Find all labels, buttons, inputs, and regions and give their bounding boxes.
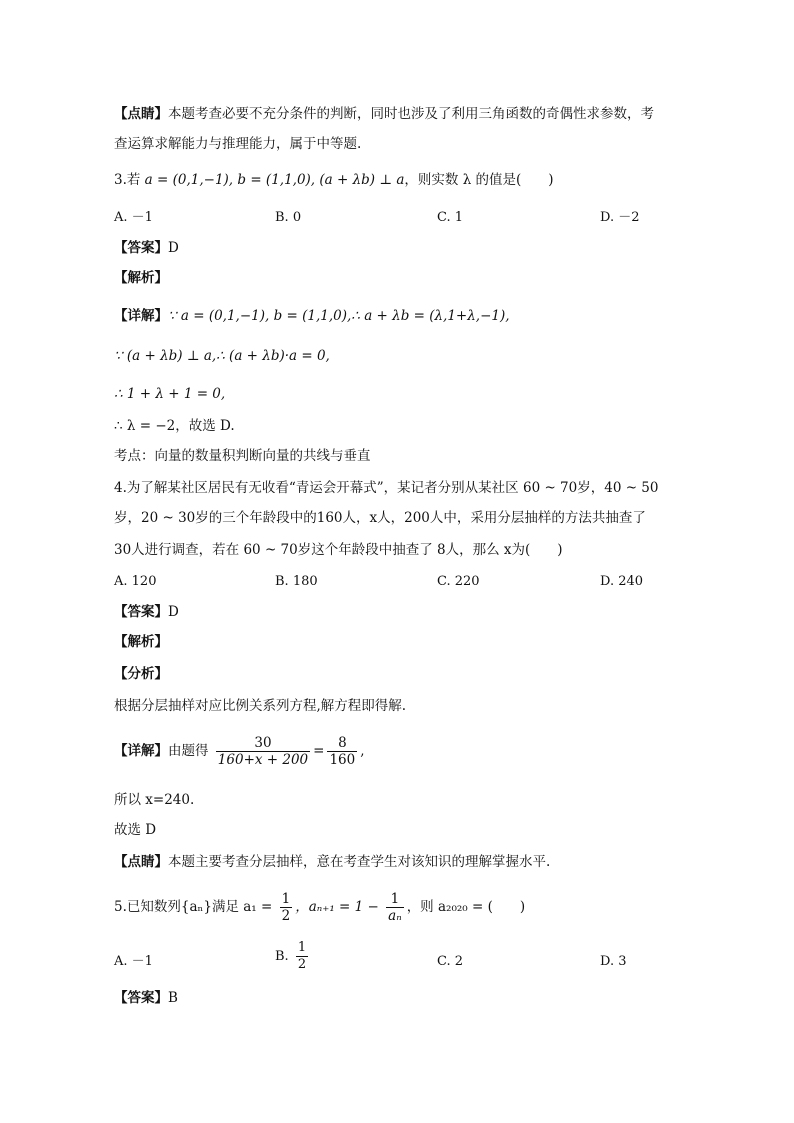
q3-detail-1: 【详解】∵ a = (0,1,−1), b = (1,1,0),∴ a + λb = (λ,1+λ,−1), xyxy=(114,308,510,324)
q5-option-b-fraction: $\frac{1}{2}$ xyxy=(297,940,307,972)
q5-fraction-an: $\frac{1}{\text{aₙ}}$ xyxy=(388,891,402,924)
q5-option-a: A. －1 xyxy=(114,954,153,969)
q3-stem-math: a = (0,1,−1), b = (1,1,0), (a + λb) ⊥ a xyxy=(144,172,405,188)
q3-option-b: B. 0 xyxy=(275,210,302,225)
q4-fraction-2: $\frac{8}{160}$ xyxy=(329,735,356,768)
q4-tip: 【点睛】本题主要考查分层抽样，意在考查学生对该知识的理解掌握水平. xyxy=(114,854,551,870)
q4-choose: 故选 D xyxy=(114,822,157,838)
q4-analysis-tag: 【解析】 xyxy=(114,634,168,650)
q3-analysis-tag: 【解析】 xyxy=(114,270,168,286)
q5-stem: 5.已知数列{aₙ}满足 a₁ = $\frac{1}{2}$ ，aₙ₊₁ = 1 − $\frac{1}{\text{aₙ}}$ ，则 a₂₀₂₀ = ( ) xyxy=(114,891,526,924)
q4-fraction-1: $\frac{30}{160+x + 200}$ xyxy=(217,735,309,768)
q3-option-c: C. 1 xyxy=(437,210,464,225)
q5-answer: 【答案】B xyxy=(114,990,178,1006)
q4-option-c: C. 220 xyxy=(437,574,480,589)
q3-detail-3: ∴ 1 + λ + 1 = 0, xyxy=(114,386,226,402)
tip-tag: 【点睛】 xyxy=(114,106,168,122)
q4-stem-3: 30人进行调查，若在 60 ~ 70岁这个年龄段中抽查了 8人，那么 x为( ) xyxy=(114,542,563,558)
q5-option-d: D. 3 xyxy=(600,954,627,969)
tip-line-1 xyxy=(114,104,654,124)
q4-stem-1: 4.为了解某社区居民有无收看“青运会开幕式”，某记者分别从某社区 60 ~ 70岁，40 ~ 50 xyxy=(114,480,659,496)
q3-option-a: A. －1 xyxy=(114,210,153,225)
q4-detail: 【详解】由题得 $\frac{30}{160+x + 200}$ = $\frac{8}{160}$ , xyxy=(114,735,365,768)
q4-answer: 【答案】D xyxy=(114,604,179,620)
q3-stem: 3.若 a = (0,1,−1), b = (1,1,0), (a + λb) ⊥ a，则实数 λ 的值是( ) xyxy=(114,172,554,188)
q4-fenxi-text: 根据分层抽样对应比例关系列方程,解方程即得解. xyxy=(114,698,407,714)
q4-option-b: B. 180 xyxy=(275,574,318,589)
tip-text: 本题考查必要不充分条件的判断，同时也涉及了利用三角函数的奇偶性求参数，考 xyxy=(168,106,654,122)
q3-detail-4: ∴ λ = −2，故选 D. xyxy=(114,418,235,434)
q4-stem-2: 岁，20 ~ 30岁的三个年龄段中的160人，x人，200人中，采用分层抽样的方法共抽查了 xyxy=(114,510,646,526)
q4-option-d: D. 240 xyxy=(600,574,644,589)
q5-fraction-a1: $\frac{1}{2}$ xyxy=(281,891,291,924)
q5-option-b: B. $\frac{1}{2}$ xyxy=(275,940,307,972)
q5-option-c: C. 2 xyxy=(437,954,464,969)
q4-option-a: A. 120 xyxy=(114,574,157,589)
q3-answer: 【答案】D xyxy=(114,240,179,256)
q3-option-d: D. －2 xyxy=(600,210,640,225)
q4-result: 所以 x=240. xyxy=(114,792,195,808)
q4-fenxi-tag: 【分析】 xyxy=(114,666,168,682)
q3-kaodian: 考点：向量的数量积判断向量的共线与垂直 xyxy=(114,448,371,464)
tip-line-2: 查运算求解能力与推理能力，属于中等题. xyxy=(114,136,362,152)
q3-detail-2: ∵ (a + λb) ⊥ a,∴ (a + λb)·a = 0, xyxy=(114,348,330,364)
